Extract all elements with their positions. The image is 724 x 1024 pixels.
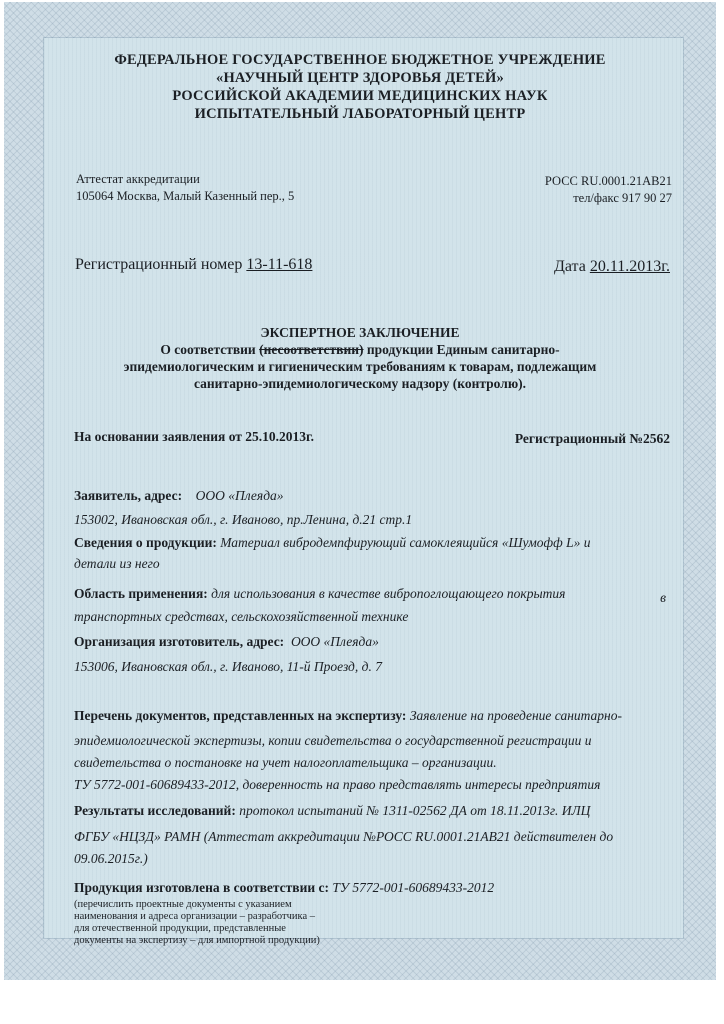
conformity-note-2: наименования и адреса организации – разработчика – [74,911,315,922]
conformity-label: Продукция изготовлена в соответствии с: [74,880,330,895]
registration-date: 20.11.2013г. [589,258,670,275]
certificate-sheet [4,2,716,980]
registration-date-line [554,258,670,276]
header-line-2: «НАУЧНЫЙ ЦЕНТР ЗДОРОВЬЯ ДЕТЕЙ» [216,70,504,86]
title-line-3: санитарно-эпидемиологическому надзору (контролю). [193,376,527,391]
scope-line-1-end: в [660,590,666,605]
results-text-1: протокол испытаний № 1311-02562 ДА от 18.11.2013г. ИЛЦ [239,803,591,818]
accreditation-label: Аттестат аккредитации [76,172,200,186]
header-line-3: РОССИЙСКОЙ АКАДЕМИИ МЕДИЦИНСКИХ НАУК [172,88,548,104]
applicant-address: 153002, Ивановская обл., г. Иваново, пр.Ленина, д.21 стр.1 [74,512,413,527]
conformity-value: ТУ 5772-001-60689433-2012 [332,880,495,895]
basis-registration: Регистрационный №2562 [514,431,670,446]
documents-line-2: эпидемиологической экспертизы, копии свидетельства о государственной регистрации и [74,733,592,748]
registration-label: Регистрационный номер [75,256,243,273]
results-label: Результаты исследований: [74,803,236,818]
applicant-name: ООО «Плеяда» [195,488,284,503]
registration-line [75,256,312,274]
manufacturer-name: ООО «Плеяда» [290,634,379,649]
accreditation-phone: тел/факс 917 90 27 [573,191,672,205]
title-line-1-strike: (несоответствии) [259,342,364,357]
conformity-note-3: для отечественной продукции, представленные [74,923,286,934]
product-description: Материал вибродемпфирующий самоклеящийся «Шумофф L» и [220,535,591,550]
documents-text-1: Заявление на проведение санитарно- [409,708,622,723]
title-line-2: эпидемиологическим и гигиеническим требованиям к товарам, подлежащим [123,359,597,374]
product-line-1 [74,535,590,551]
accreditation-number: РОСС RU.0001.21АВ21 [544,174,672,188]
applicant-line [74,488,284,504]
scope-line-1 [74,586,565,602]
manufacturer-line [74,634,379,650]
conformity-note-4: документы на экспертизу – для импортной продукции) [74,935,320,946]
date-label: Дата [553,258,586,275]
manufacturer-label: Организация изготовитель, адрес: [74,634,285,649]
results-line-3: 09.06.2015г.) [74,851,148,866]
title-line-1-post: продукции Единым санитарно- [363,342,560,357]
results-line-2: ФГБУ «НЦЗД» РАМН (Аттестат аккредитации №РОСС RU.0001.21АВ21 действителен до [74,829,614,844]
documents-label: Перечень документов, представленных на экспертизу: [74,708,407,723]
documents-line-1 [74,708,622,724]
scope-text: для использования в качестве вибропоглощающего покрытия [211,586,566,601]
header-line-4: ИСПЫТАТЕЛЬНЫЙ ЛАБОРАТОРНЫЙ ЦЕНТР [194,106,526,122]
registration-number: 13-11-618 [246,256,313,273]
product-label: Сведения о продукции: [74,535,217,550]
documents-line-4: ТУ 5772-001-60689433-2012, доверенность на право представлять интересы предприятия [74,777,601,792]
scope-label: Область применения: [74,586,208,601]
title-line-1-pre: О соответствии [160,342,260,357]
header-line-1: ФЕДЕРАЛЬНОЕ ГОСУДАРСТВЕННОЕ БЮДЖЕТНОЕ УЧРЕЖДЕНИЕ [114,52,606,68]
manufacturer-address: 153006, Ивановская обл., г. Иваново, 11-й Проезд, д. 7 [74,659,382,674]
results-line-1 [74,803,590,819]
documents-line-3: свидетельства о постановке на учет налогоплательщика – организации. [74,755,497,770]
scope-line-2: транспортных средствах, сельскохозяйственной технике [74,609,409,624]
title-line-1 [4,342,716,358]
basis-text: На основании заявления от 25.10.2013г. [74,429,315,444]
document-title: ЭКСПЕРТНОЕ ЗАКЛЮЧЕНИЕ [260,325,460,340]
accreditation-address: 105064 Москва, Малый Казенный пер., 5 [76,189,295,203]
product-line-2: детали из него [74,556,160,571]
conformity-note-1: (перечислить проектные документы с указанием [74,899,292,910]
applicant-label: Заявитель, адрес: [74,488,183,503]
conformity-line [74,880,494,896]
